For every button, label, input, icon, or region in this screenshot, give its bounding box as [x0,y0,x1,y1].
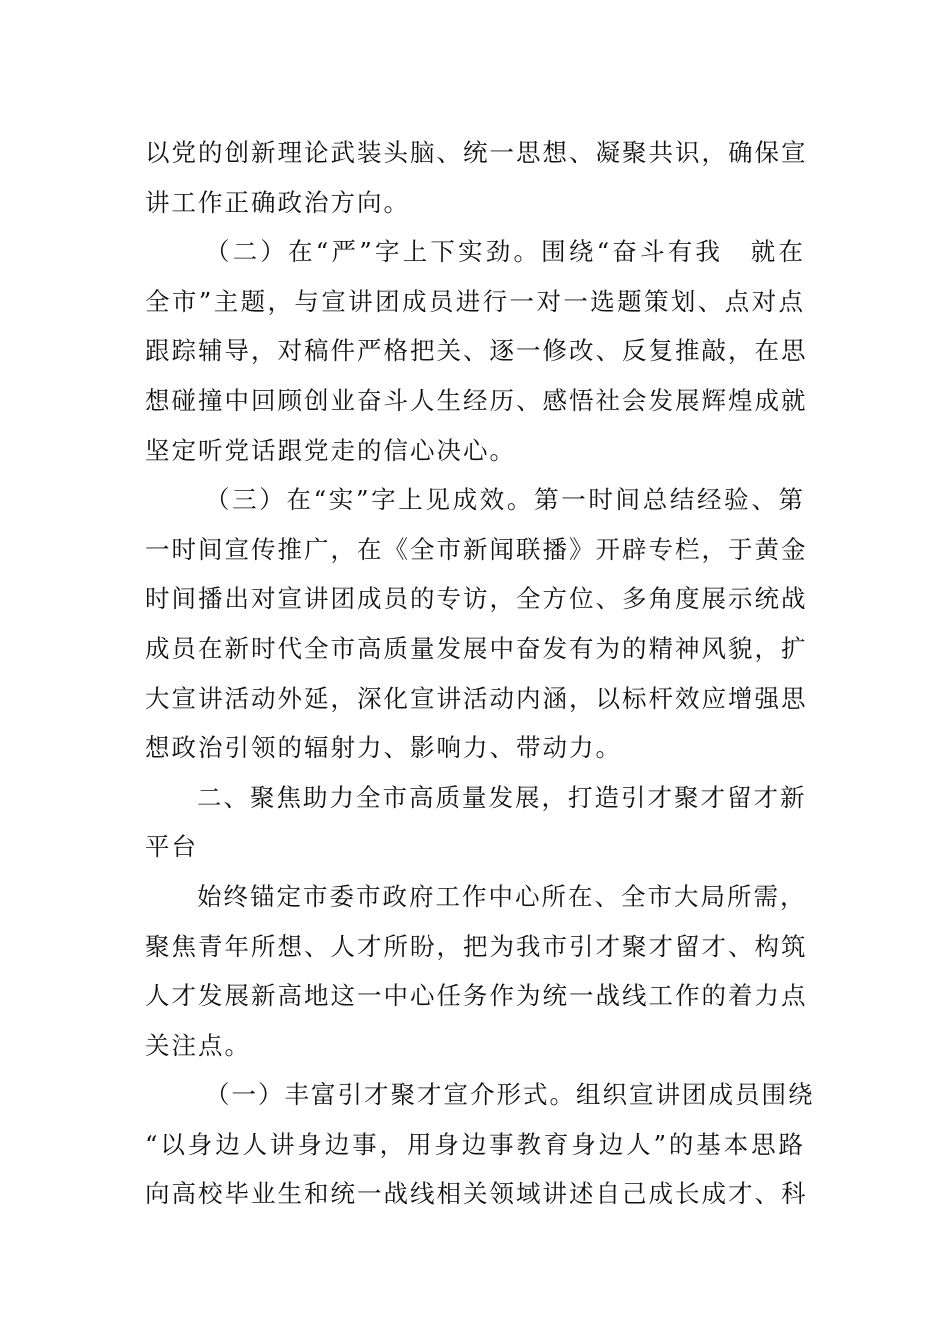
text-line: 成员在新时代全市高质量发展中奋发有为的精神风貌，扩 [145,633,808,663]
text-line: 全市”主题，与宣讲团成员进行一对一选题策划、点对点 [145,286,805,316]
text-line: 想政治引领的辐射力、影响力、带动力。 [145,733,622,763]
text-line: 以党的创新理论武装头脑、统一思想、凝聚共识，确保宣 [145,138,808,167]
text-line: 人才发展新高地这一中心任务作为统一战线工作的着力点 [145,981,808,1011]
text-line: 坚定听党话跟党走的信心决心。 [145,435,516,465]
paragraph-start-line: （二）在“严”字上下实劲。围绕“奋斗有我 就在 [205,237,805,267]
text-line: 大宣讲活动外延，深化宣讲活动内涵，以标杆效应增强思 [145,683,808,713]
text-line: 讲工作正确政治方向。 [145,187,410,217]
section-heading-line: 二、聚焦助力全市高质量发展，打造引才聚才留才新 [197,782,807,812]
paragraph-start-line: （一）丰富引才聚才宣介形式。组织宣讲团成员围绕 [205,1080,815,1110]
text-line: 关注点。 [145,1030,251,1060]
text-line: 时间播出对宣讲团成员的专访，全方位、多角度展示统战 [145,584,808,614]
text-line: “以身边人讲身边事，用身边事教育身边人”的基本思路 [145,1129,805,1159]
document-body [145,128,815,1219]
paragraph-start-line: （三）在“实”字上见成效。第一时间总结经验、第 [205,485,805,515]
text-line: 一时间宣传推广，在《全市新闻联播》开辟专栏，于黄金 [145,534,808,564]
text-line: 向高校毕业生和统一战线相关领域讲述自己成长成才、科 [145,1179,808,1209]
text-line: 跟踪辅导，对稿件严格把关、逐一修改、反复推敲，在思 [145,336,808,366]
text-line: 想碰撞中回顾创业奋斗人生经历、感悟社会发展辉煌成就 [145,385,808,415]
section-heading-line: 平台 [145,832,198,862]
text-line: 聚焦青年所想、人才所盼，把为我市引才聚才留才、构筑 [145,931,808,961]
paragraph-start-line: 始终锚定市委市政府工作中心所在、全市大局所需， [197,881,807,911]
